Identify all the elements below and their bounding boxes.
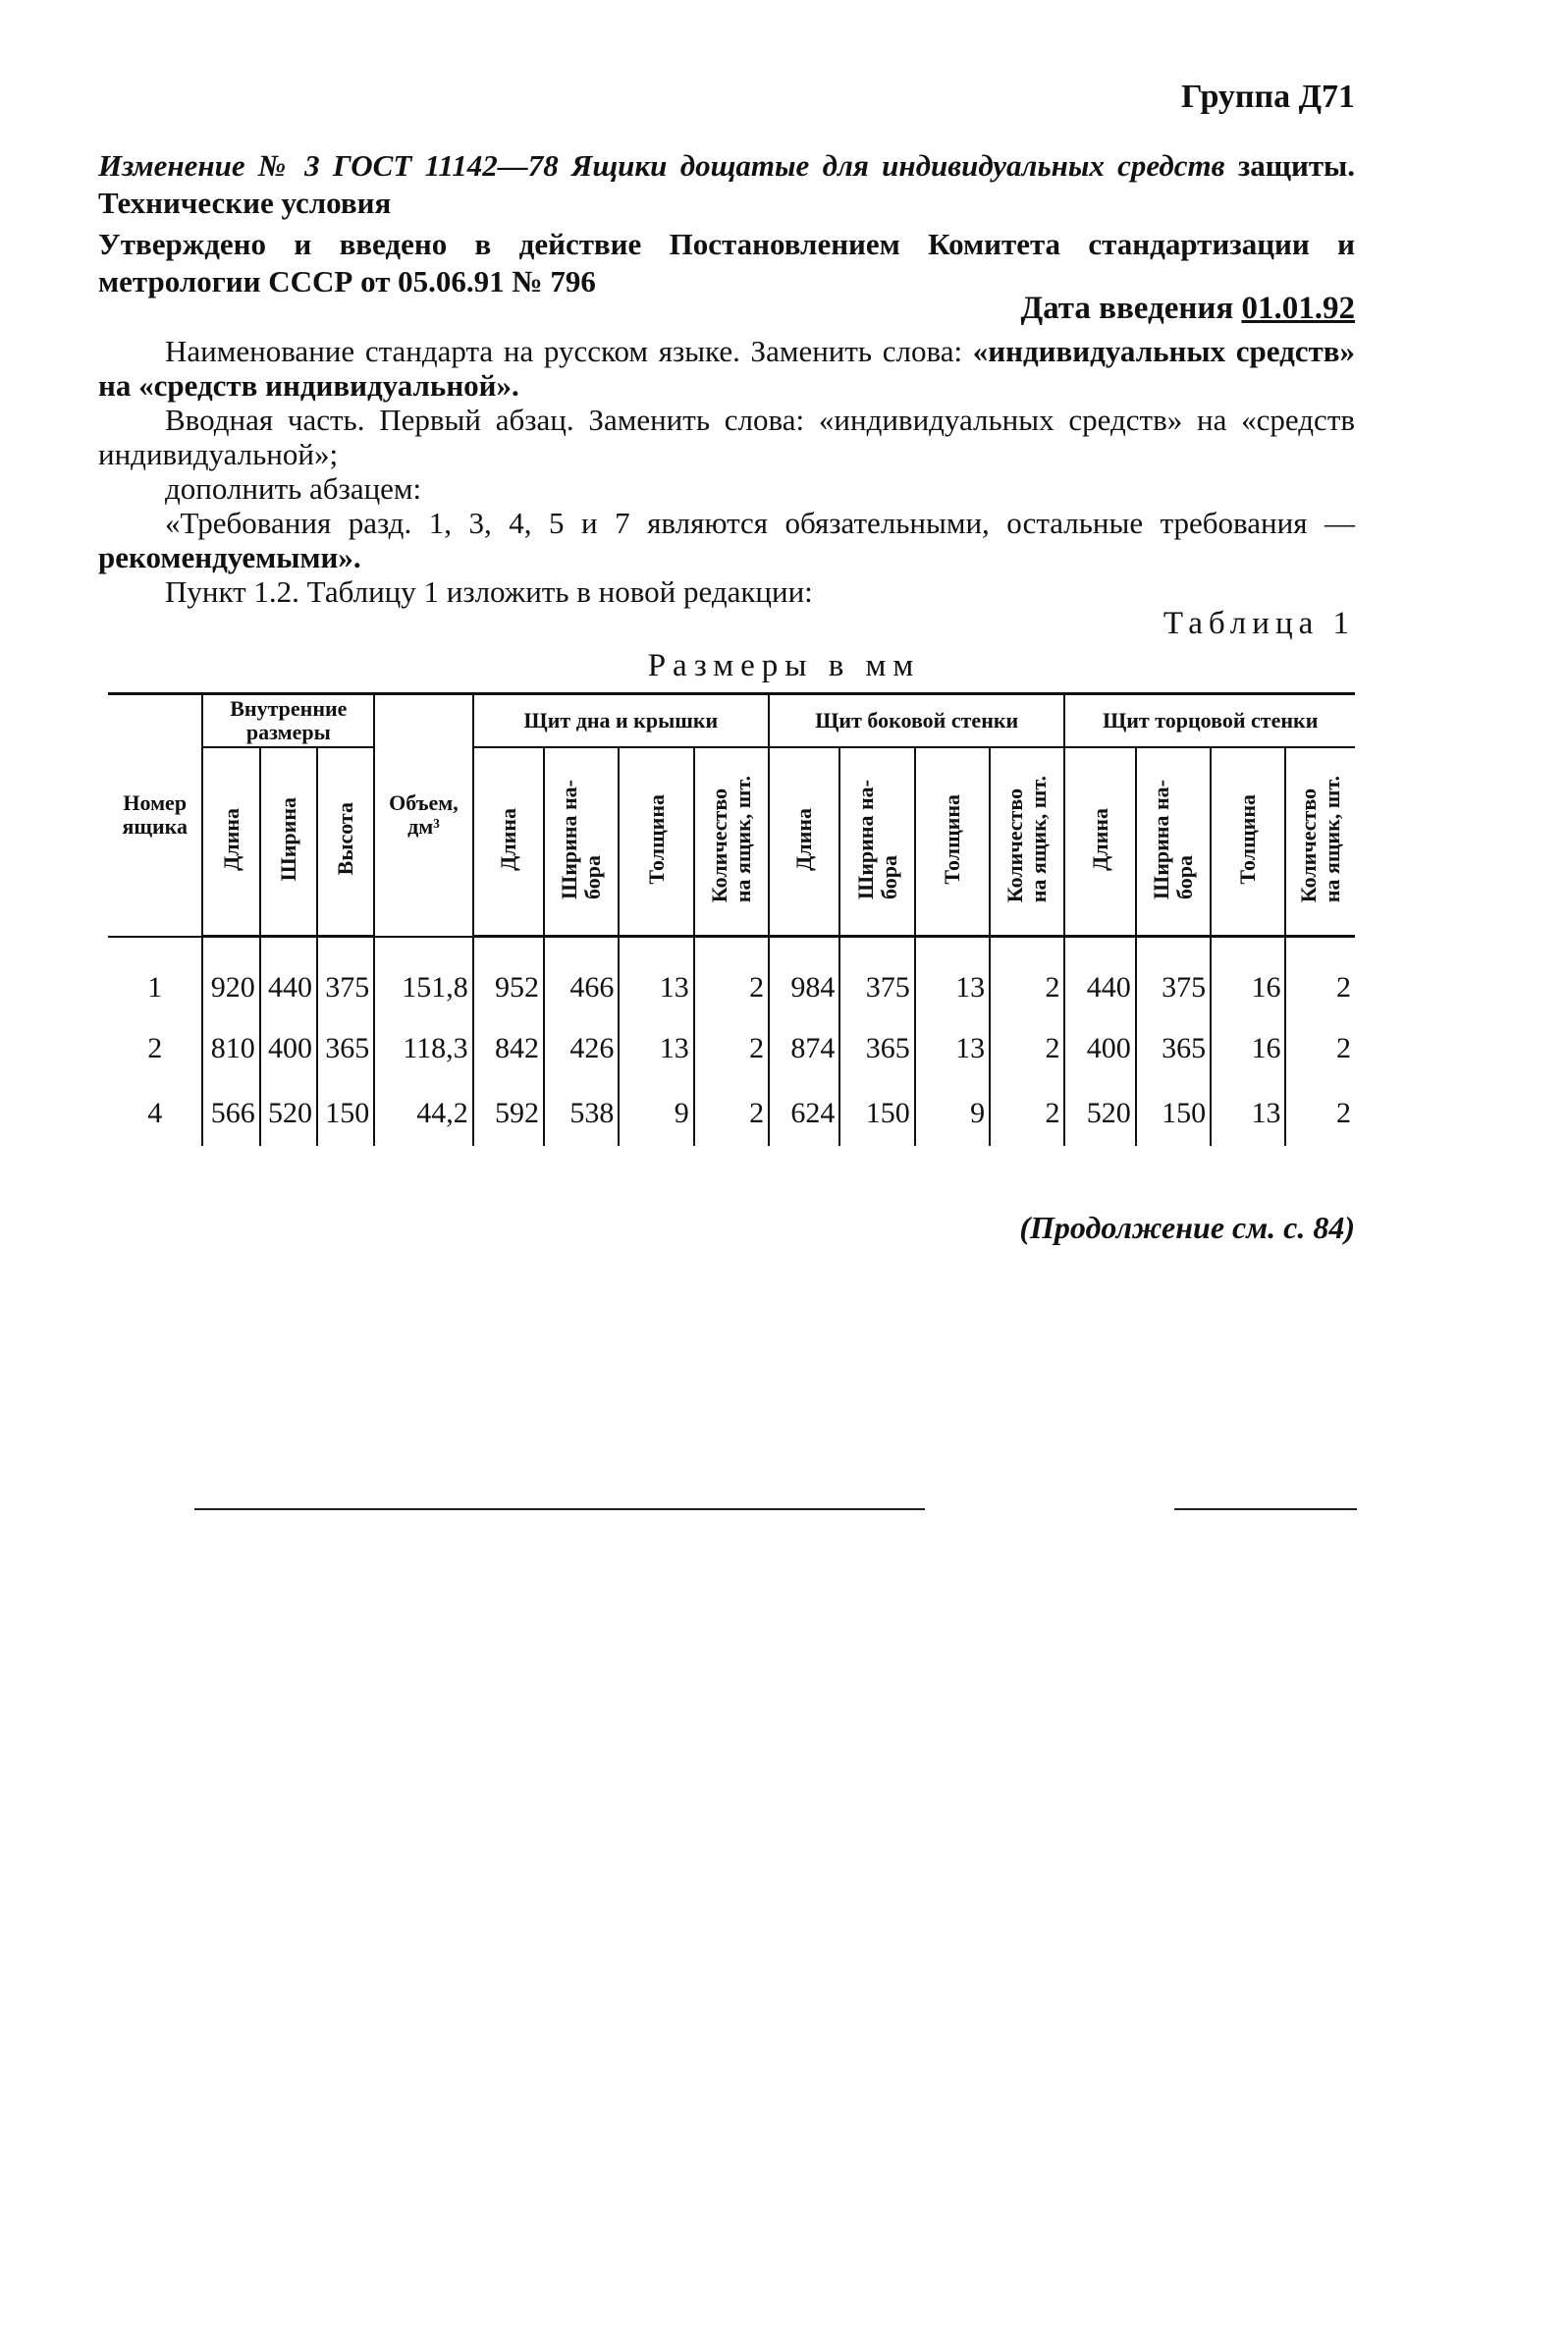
table-cell: 520: [1064, 1081, 1135, 1146]
table-cell: 365: [839, 1016, 914, 1081]
table-cell: 2: [694, 1016, 769, 1081]
header-side-thickness: Толщина: [915, 747, 990, 937]
effective-date-label: Дата введения: [1020, 291, 1234, 326]
change-title: [98, 147, 1355, 222]
table-cell: 1: [108, 937, 202, 1017]
header-end-panel: Щит торцовой стенки: [1064, 694, 1355, 748]
header-inner-width: Ширина: [260, 747, 317, 937]
table-row: [108, 1016, 1355, 1081]
header-side-board-width: Ширина на- бора: [839, 747, 914, 937]
paragraph-4-text: «Требования разд. 1, 3, 4, 5 и 7 являются обязательными, остальные требования —: [165, 506, 1355, 540]
header-bottom-length: Длина: [473, 747, 544, 937]
header-inner-length: Длина: [202, 747, 259, 937]
table-cell: 365: [1136, 1016, 1211, 1081]
table-cell: 118,3: [374, 1016, 472, 1081]
approval-statement: Утверждено и введено в действие Постановлением Комитета стандартизации и метрологии СССР от 05.06.91 № 796: [98, 227, 1355, 299]
table-cell: 375: [839, 937, 914, 1017]
table-cell: 13: [915, 937, 990, 1017]
group-code: Группа Д71: [1180, 79, 1355, 115]
table-cell: 466: [544, 937, 619, 1017]
table-cell: 2: [990, 1016, 1064, 1081]
table-cell: 9: [619, 1081, 693, 1146]
table-cell: 2: [694, 1081, 769, 1146]
paragraph-4: [98, 506, 1355, 574]
table-row: [108, 937, 1355, 1017]
header-end-thickness: Толщина: [1211, 747, 1285, 937]
table-cell: 2: [108, 1016, 202, 1081]
table-cell: 984: [769, 937, 839, 1017]
table-cell: 566: [202, 1081, 259, 1146]
paragraph-3: дополнить абзацем:: [165, 471, 422, 506]
table-cell: 13: [1211, 1081, 1285, 1146]
table-cell: 13: [915, 1016, 990, 1081]
table-cell: 2: [990, 1081, 1064, 1146]
table-cell: 44,2: [374, 1081, 472, 1146]
table-units: Размеры в мм: [647, 648, 921, 683]
table-cell: 150: [317, 1081, 374, 1146]
paragraph-1: [98, 334, 1355, 403]
header-volume: Объем, дм³: [374, 694, 472, 937]
header-side-panel: Щит боковой стенки: [769, 694, 1064, 748]
header-row-groups: [108, 694, 1355, 748]
table-cell: 16: [1211, 1016, 1285, 1081]
continued-note: (Продолжение см. с. 84): [1019, 1210, 1355, 1245]
table-cell: 375: [317, 937, 374, 1017]
divider-line: [194, 1508, 925, 1510]
table-cell: 440: [260, 937, 317, 1017]
table-cell: 375: [1136, 937, 1211, 1017]
table-cell: 440: [1064, 937, 1135, 1017]
table-cell: 2: [694, 937, 769, 1017]
header-side-qty: Количество на ящик, шт.: [990, 747, 1064, 937]
change-title-prefix: Изменение № 3 ГОСТ 11142—78 Ящики дощатые для индивидуальных средств: [98, 148, 1225, 183]
paragraph-1-text: Наименование стандарта на русском языке. Заменить слова:: [165, 334, 973, 368]
divider-line-short: [1174, 1508, 1357, 1510]
paragraph-4-bold: рекомендуемыми».: [98, 540, 361, 574]
table-row: [108, 1081, 1355, 1146]
table-cell: 592: [473, 1081, 544, 1146]
body-text: [98, 334, 1355, 609]
table-cell: 920: [202, 937, 259, 1017]
header-bottom-thickness: Толщина: [619, 747, 693, 937]
header-side-length: Длина: [769, 747, 839, 937]
header-bottom-board-width: Ширина на- бора: [544, 747, 619, 937]
table-cell: 2: [1285, 1016, 1355, 1081]
table-cell: 874: [769, 1016, 839, 1081]
header-bottom-panel: Щит дна и крышки: [473, 694, 769, 748]
table-cell: 2: [1285, 1081, 1355, 1146]
table-cell: 426: [544, 1016, 619, 1081]
table-cell: 365: [317, 1016, 374, 1081]
dimensions-table: [108, 692, 1355, 1146]
table-cell: 842: [473, 1016, 544, 1081]
table-cell: 150: [1136, 1081, 1211, 1146]
table-cell: 13: [619, 937, 693, 1017]
effective-date-value: 01.01.92: [1241, 291, 1355, 326]
header-end-length: Длина: [1064, 747, 1135, 937]
table-cell: 400: [260, 1016, 317, 1081]
table-cell: 2: [1285, 937, 1355, 1017]
table-cell: 150: [839, 1081, 914, 1146]
table-cell: 538: [544, 1081, 619, 1146]
table-cell: 520: [260, 1081, 317, 1146]
paragraph-2: Вводная часть. Первый абзац. Заменить слова: «индивидуальных средств» на «средств индивидуальной»;: [98, 403, 1355, 471]
header-end-qty: Количество на ящик, шт.: [1285, 747, 1355, 937]
header-inner-dimensions: Внутренние размеры: [202, 694, 374, 748]
effective-date: [1020, 291, 1355, 327]
table-cell: 4: [108, 1081, 202, 1146]
table-cell: 151,8: [374, 937, 472, 1017]
change-title-rest: защиты. Технические условия: [98, 148, 1356, 220]
header-bottom-qty: Количество на ящик, шт.: [694, 747, 769, 937]
table-cell: 2: [990, 937, 1064, 1017]
table-cell: 952: [473, 937, 544, 1017]
table-cell: 16: [1211, 937, 1285, 1017]
header-row-columns: [108, 747, 1355, 937]
table-cell: 9: [915, 1081, 990, 1146]
table-cell: 13: [619, 1016, 693, 1081]
table-cell: 810: [202, 1016, 259, 1081]
paragraph-5: Пункт 1.2. Таблицу 1 изложить в новой редакции:: [165, 574, 813, 609]
table-caption: Таблица 1: [1162, 606, 1355, 641]
header-end-board-width: Ширина на- бора: [1136, 747, 1211, 937]
header-box-no: Номер ящика: [108, 694, 202, 937]
table-cell: 400: [1064, 1016, 1135, 1081]
table-cell: 624: [769, 1081, 839, 1146]
header-inner-height: Высота: [317, 747, 374, 937]
paragraph-1-bold: «индивидуальных средств» на «средств индивидуальной».: [98, 334, 1355, 403]
